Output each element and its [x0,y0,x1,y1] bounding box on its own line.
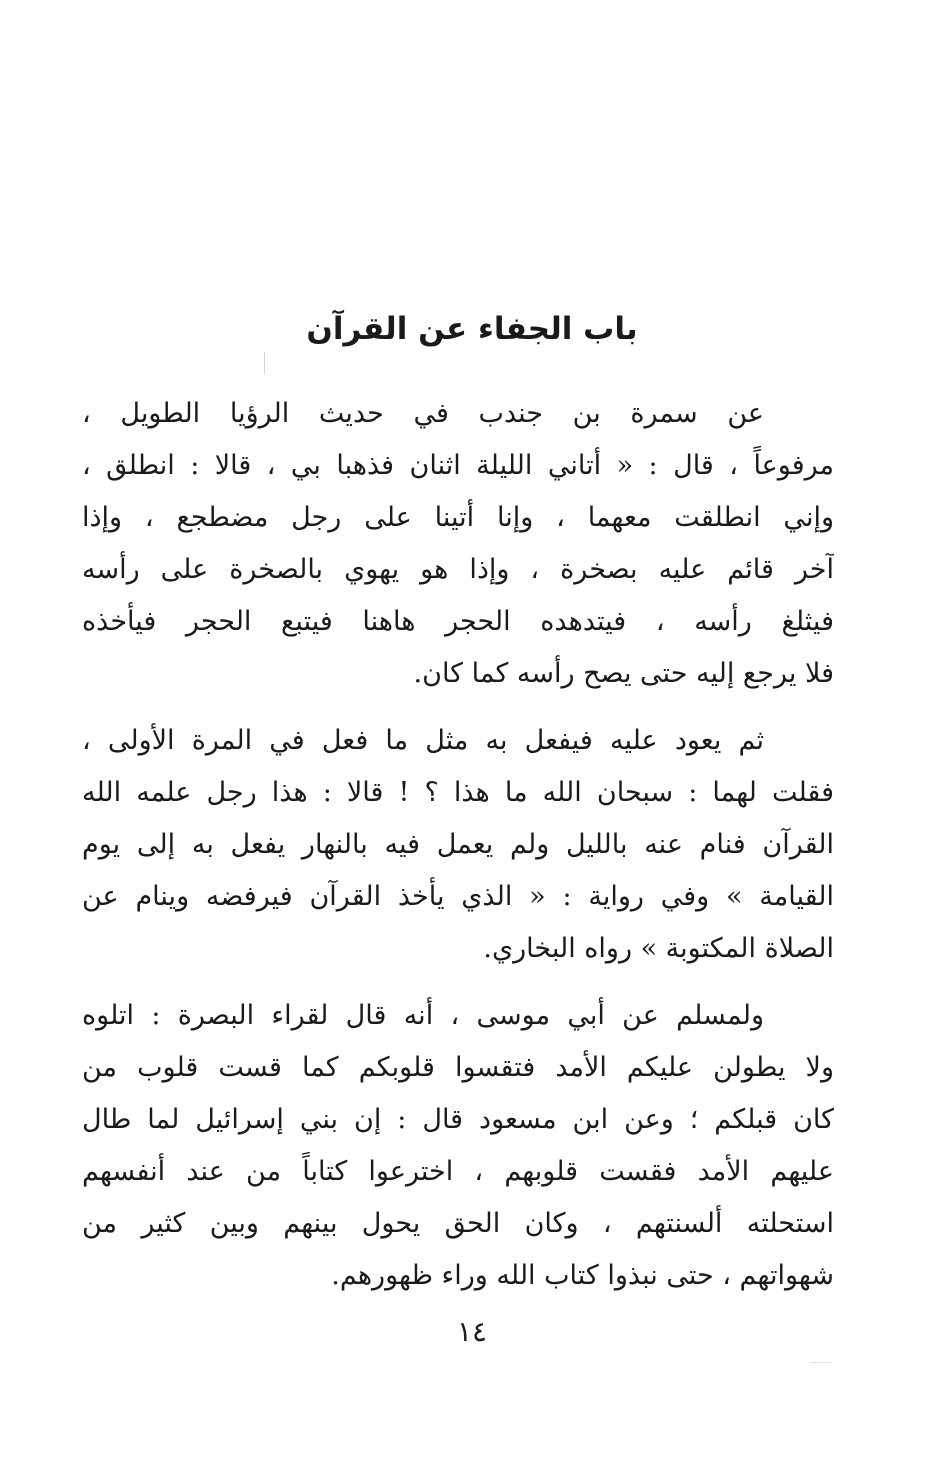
text-line: القيامة » وفي رواية : « الذي يأخذ القرآن فيرفضه وينام عن [82,881,834,912]
chapter-title: باب الجفاء عن القرآن [306,311,638,347]
text-line: مرفوعاً ، قال : « أتاني الليلة اثنان فذهبا بي ، قالا : انطلق ، [82,450,834,481]
text-line: فيثلغ رأسه ، فيتدهده الحجر هاهنا فيتبع الحجر فيأخذه [82,606,834,637]
text-line: شهواتهم ، حتى نبذوا كتاب الله وراء ظهورهم. [331,1260,834,1291]
text-line: الصلاة المكتوبة » رواه البخاري. [483,933,834,964]
text-line: ولمسلم عن أبي موسى ، أنه قال لقراء البصرة : اتلوه [82,1000,764,1031]
paragraph-1 [82,388,834,700]
text-line: آخر قائم عليه بصخرة ، وإذا هو يهوي بالصخرة على رأسه [82,554,834,585]
text-line: فقلت لهما : سبحان الله ما هذا ؟ ! قالا : هذا رجل علمه الله [82,777,834,808]
scan-specks [812,1362,832,1367]
text-line: كان قبلكم ؛ وعن ابن مسعود قال : إن بني إسرائيل لما طال [82,1104,834,1135]
paragraph-3 [82,990,834,1302]
text-line: ثم يعود عليه فيفعل به مثل ما فعل في المرة الأولى ، [82,725,764,756]
text-line: القرآن فنام عنه بالليل ولم يعمل فيه بالنهار يفعل به إلى يوم [82,829,834,860]
paragraph-2 [82,715,834,975]
scan-speck [264,352,265,374]
text-line: وإني انطلقت معهما ، وإنا أتينا على رجل مضطجع ، وإذا [82,502,834,533]
page-number: ١٤ [456,1315,488,1348]
text-line: استحلته ألسنتهم ، وكان الحق يحول بينهم وبين كثير من [82,1208,834,1239]
body-text [82,388,834,1302]
text-line: ولا يطولن عليكم الأمد فتقسوا قلوبكم كما قست قلوب من [82,1052,834,1083]
text-line: فلا يرجع إليه حتى يصح رأسه كما كان. [413,658,834,689]
text-line: عليهم الأمد فقست قلوبهم ، اخترعوا كتاباً من عند أنفسهم [82,1156,834,1187]
text-line: عن سمرة بن جندب في حديث الرؤيا الطويل ، [82,398,764,429]
